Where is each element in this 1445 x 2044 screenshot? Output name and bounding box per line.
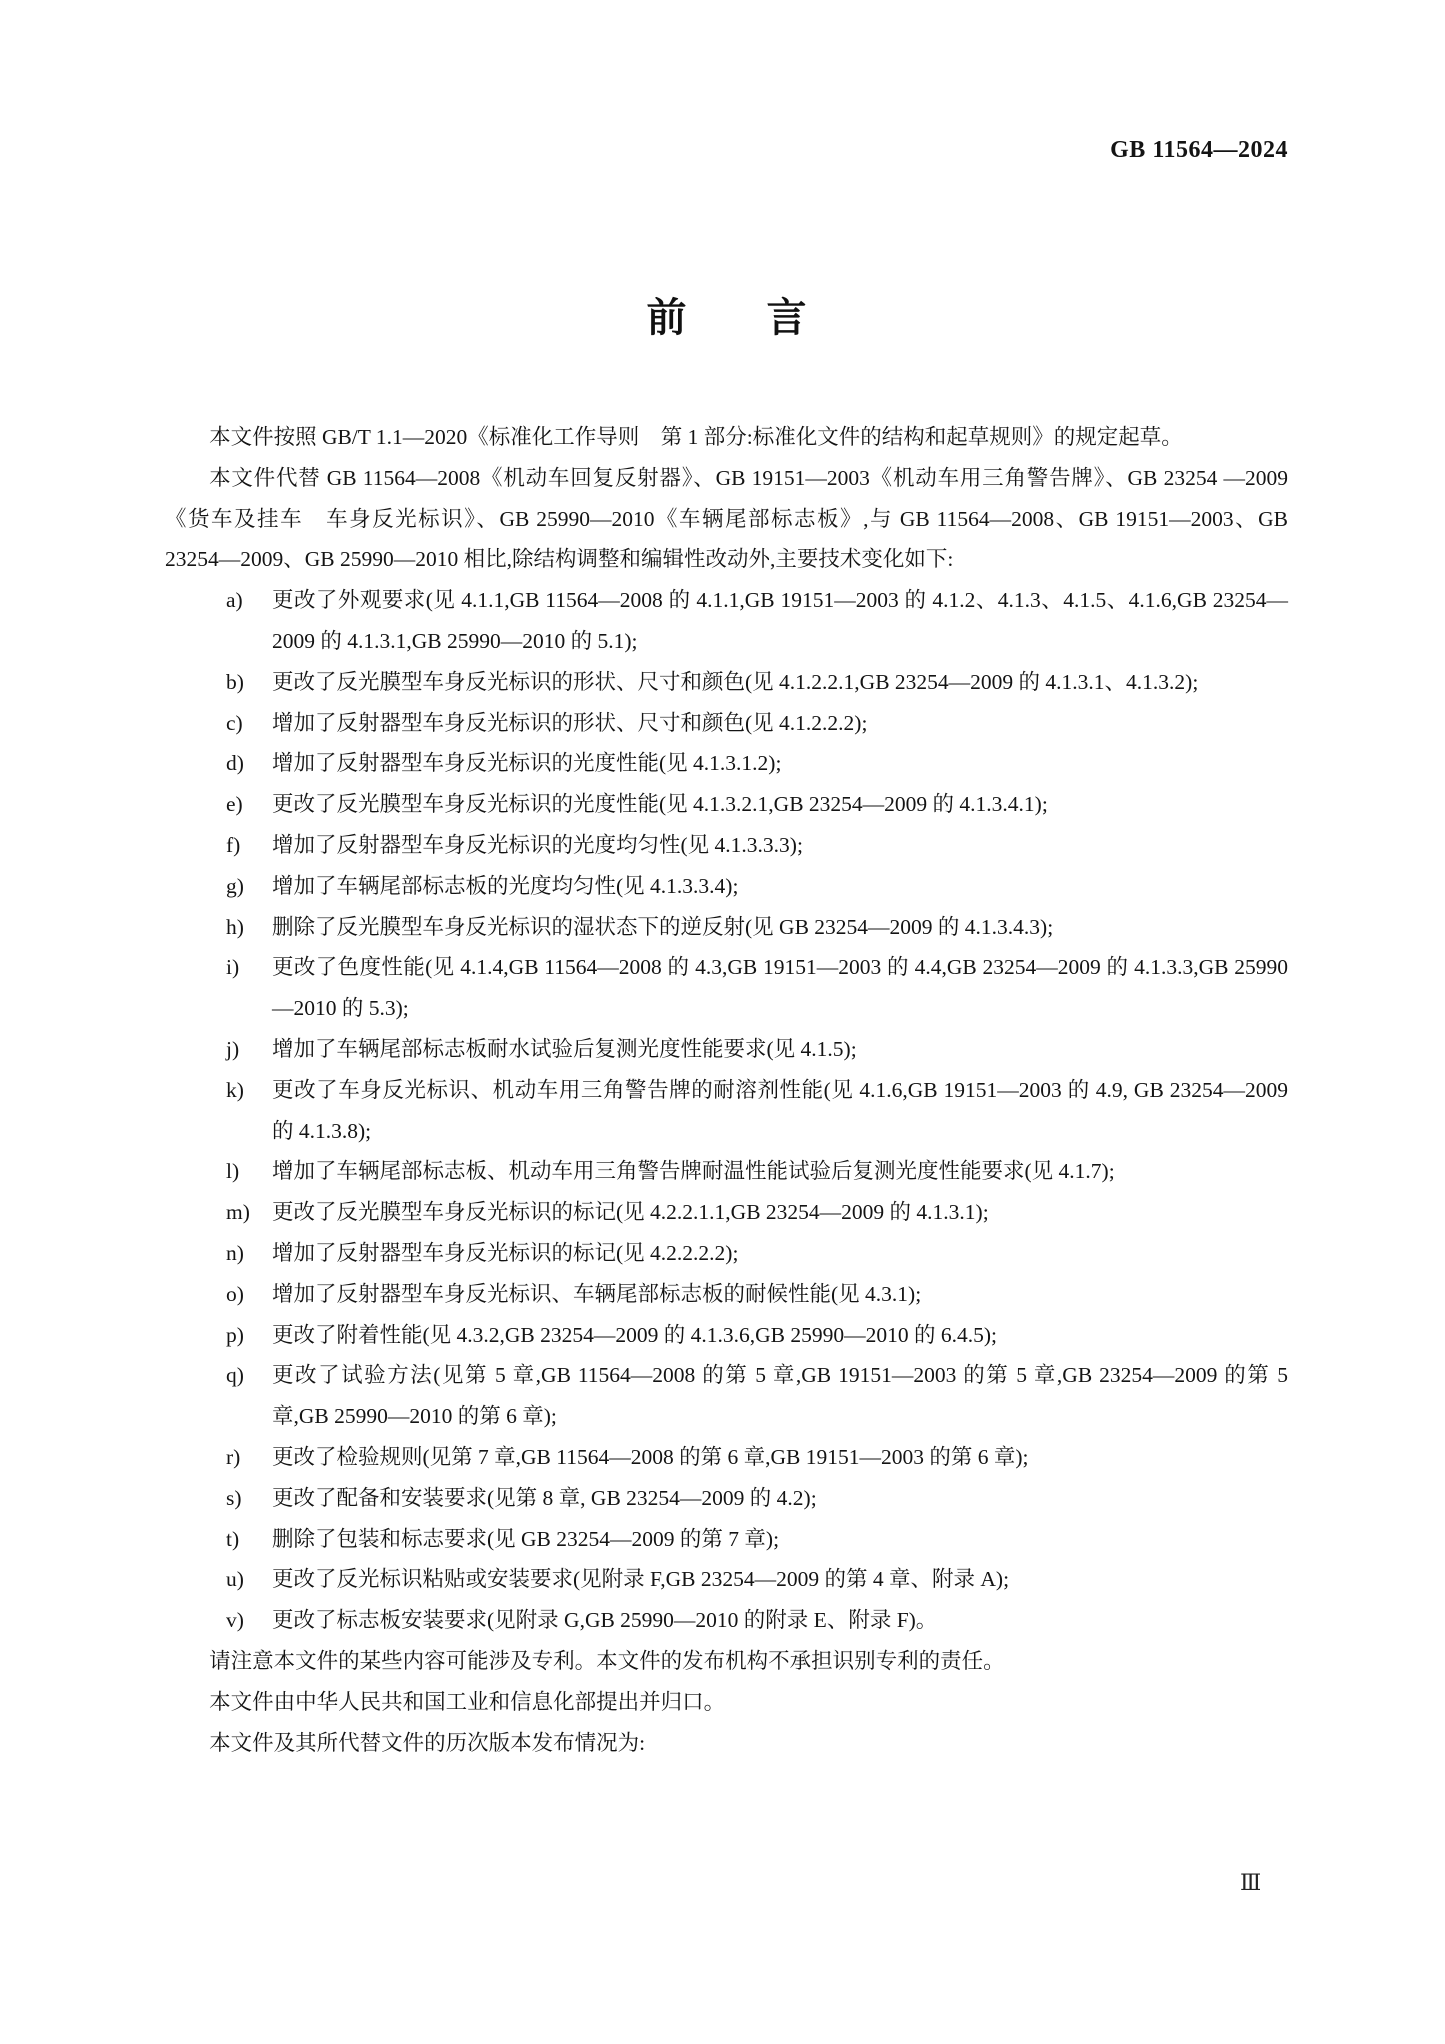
change-item-m xyxy=(165,1192,1288,1233)
item-marker: h) xyxy=(226,914,244,939)
item-text: 更改了附着性能(见 4.3.2,GB 23254—2009 的 4.1.3.6,GB 25990—2010 的 6.4.5); xyxy=(272,1322,998,1347)
change-item-u xyxy=(165,1559,1288,1600)
change-item-n xyxy=(165,1233,1288,1274)
item-text: 更改了反光膜型车身反光标识的标记(见 4.2.2.1.1,GB 23254—2009 的 4.1.3.1); xyxy=(272,1200,989,1225)
item-text: 增加了反射器型车身反光标识的光度均匀性(见 4.1.3.3.3); xyxy=(272,832,803,857)
item-text: 删除了包装和标志要求(见 GB 23254—2009 的第 7 章); xyxy=(272,1526,780,1551)
item-marker: k) xyxy=(226,1077,244,1102)
change-item-j xyxy=(165,1029,1288,1070)
change-item-p xyxy=(165,1315,1288,1356)
item-text: 更改了车身反光标识、机动车用三角警告牌的耐溶剂性能(见 4.1.6,GB 19151—2003 的 4.9, GB 23254—2009 的 4.1.3.8); xyxy=(272,1077,1288,1143)
change-item-b xyxy=(165,662,1288,703)
item-text: 更改了反光膜型车身反光标识的光度性能(见 4.1.3.2.1,GB 23254—2009 的 4.1.3.4.1); xyxy=(272,792,1048,817)
item-marker: m) xyxy=(226,1200,250,1225)
item-text: 删除了反光膜型车身反光标识的湿状态下的逆反射(见 GB 23254—2009 的 4.1.3.4.3); xyxy=(272,914,1054,939)
item-marker: l) xyxy=(226,1159,240,1184)
item-text: 更改了反光膜型车身反光标识的形状、尺寸和颜色(见 4.1.2.2.1,GB 23254—2009 的 4.1.3.1、4.1.3.2); xyxy=(272,669,1199,694)
item-marker: f) xyxy=(226,832,241,857)
page-title: 前 言 xyxy=(646,296,807,340)
item-marker: q) xyxy=(226,1363,244,1388)
item-marker: d) xyxy=(226,751,244,776)
page-number: Ⅲ xyxy=(1240,1870,1262,1895)
item-text: 增加了反射器型车身反光标识的标记(见 4.2.2.2.2); xyxy=(272,1240,739,1265)
item-text: 更改了检验规则(见第 7 章,GB 11564—2008 的第 6 章,GB 19151—2003 的第 6 章); xyxy=(272,1444,1029,1469)
item-text: 更改了色度性能(见 4.1.4,GB 11564—2008 的 4.3,GB 19151—2003 的 4.4,GB 23254—2009 的 4.1.3.3,GB 25990—2010 的 5.3); xyxy=(272,955,1288,1021)
item-text: 更改了反光标识粘贴或安装要求(见附录 F,GB 23254—2009 的第 4 章、附录 A); xyxy=(272,1567,1010,1592)
item-marker: u) xyxy=(226,1567,244,1592)
item-text: 更改了外观要求(见 4.1.1,GB 11564—2008 的 4.1.1,GB 19151—2003 的 4.1.2、4.1.3、4.1.5、4.1.6,GB 23254—2009 的 4.1.3.1,GB 25990—2010 的 5.1); xyxy=(272,588,1288,653)
change-item-q xyxy=(165,1355,1288,1437)
changes-list xyxy=(165,580,1288,1641)
item-marker: n) xyxy=(226,1240,244,1265)
change-item-i xyxy=(165,947,1288,1029)
item-marker: j) xyxy=(226,1036,240,1061)
item-text: 更改了标志板安装要求(见附录 G,GB 25990—2010 的附录 E、附录 F)。 xyxy=(272,1608,938,1633)
item-marker: i) xyxy=(226,955,240,980)
change-item-g xyxy=(165,866,1288,907)
doc-number: GB 11564—2024 xyxy=(1110,137,1288,163)
change-item-s xyxy=(165,1478,1288,1519)
item-marker: p) xyxy=(226,1322,244,1347)
issuing-body-paragraph: 本文件由中华人民共和国工业和信息化部提出并归口。 xyxy=(209,1689,726,1714)
change-item-t xyxy=(165,1519,1288,1560)
item-marker: g) xyxy=(226,873,244,898)
item-marker: c) xyxy=(226,710,243,735)
item-marker: a) xyxy=(226,588,243,613)
item-marker: e) xyxy=(226,792,243,817)
intro-paragraph: 本文件代替 GB 11564—2008《机动车回复反射器》、GB 19151—2003《机动车用三角警告牌》、GB 23254 —2009《货车及挂车 车身反光标识》、GB 25990—2010《车辆尾部标志板》,与 GB 11564—2008、GB 19151—2003、GB 23254—2009、GB 25990—2010 相比,除结构调整和编辑性改动外,主要技术变化如下: xyxy=(165,465,1288,572)
foreword-content xyxy=(165,417,1288,1763)
change-item-o xyxy=(165,1274,1288,1315)
item-text: 增加了反射器型车身反光标识的形状、尺寸和颜色(见 4.1.2.2.2); xyxy=(272,710,868,735)
item-marker: s) xyxy=(226,1485,242,1510)
change-item-h xyxy=(165,907,1288,948)
change-item-l xyxy=(165,1151,1288,1192)
item-text: 增加了车辆尾部标志板的光度均匀性(见 4.1.3.3.4); xyxy=(272,873,739,898)
change-item-c xyxy=(165,703,1288,744)
change-item-e xyxy=(165,784,1288,825)
item-marker: t) xyxy=(226,1526,240,1551)
change-item-r xyxy=(165,1437,1288,1478)
item-text: 更改了配备和安装要求(见第 8 章, GB 23254—2009 的 4.2); xyxy=(272,1485,817,1510)
intro-paragraph: 本文件按照 GB/T 1.1—2020《标准化工作导则 第 1 部分:标准化文件的结构和起草规则》的规定起草。 xyxy=(209,425,1183,449)
change-item-f xyxy=(165,825,1288,866)
item-marker: v) xyxy=(226,1608,244,1633)
item-text: 增加了车辆尾部标志板耐水试验后复测光度性能要求(见 4.1.5); xyxy=(272,1036,857,1061)
item-text: 增加了反射器型车身反光标识的光度性能(见 4.1.3.1.2); xyxy=(272,751,782,776)
change-item-d xyxy=(165,743,1288,784)
item-text: 增加了反射器型车身反光标识、车辆尾部标志板的耐候性能(见 4.3.1); xyxy=(272,1281,922,1306)
item-text: 更改了试验方法(见第 5 章,GB 11564—2008 的第 5 章,GB 19151—2003 的第 5 章,GB 23254—2009 的第 5 章,GB 25990—2010 的第 6 章); xyxy=(272,1363,1288,1429)
change-item-v xyxy=(165,1600,1288,1641)
change-item-a xyxy=(165,580,1288,662)
history-intro-paragraph: 本文件及其所代替文件的历次版本发布情况为: xyxy=(209,1730,646,1755)
patent-notice-paragraph: 请注意本文件的某些内容可能涉及专利。本文件的发布机构不承担识别专利的责任。 xyxy=(209,1648,1005,1673)
item-marker: o) xyxy=(226,1281,244,1306)
item-text: 增加了车辆尾部标志板、机动车用三角警告牌耐温性能试验后复测光度性能要求(见 4.1.7); xyxy=(272,1159,1115,1184)
change-item-k xyxy=(165,1070,1288,1152)
item-marker: r) xyxy=(226,1444,241,1469)
item-marker: b) xyxy=(226,669,244,694)
